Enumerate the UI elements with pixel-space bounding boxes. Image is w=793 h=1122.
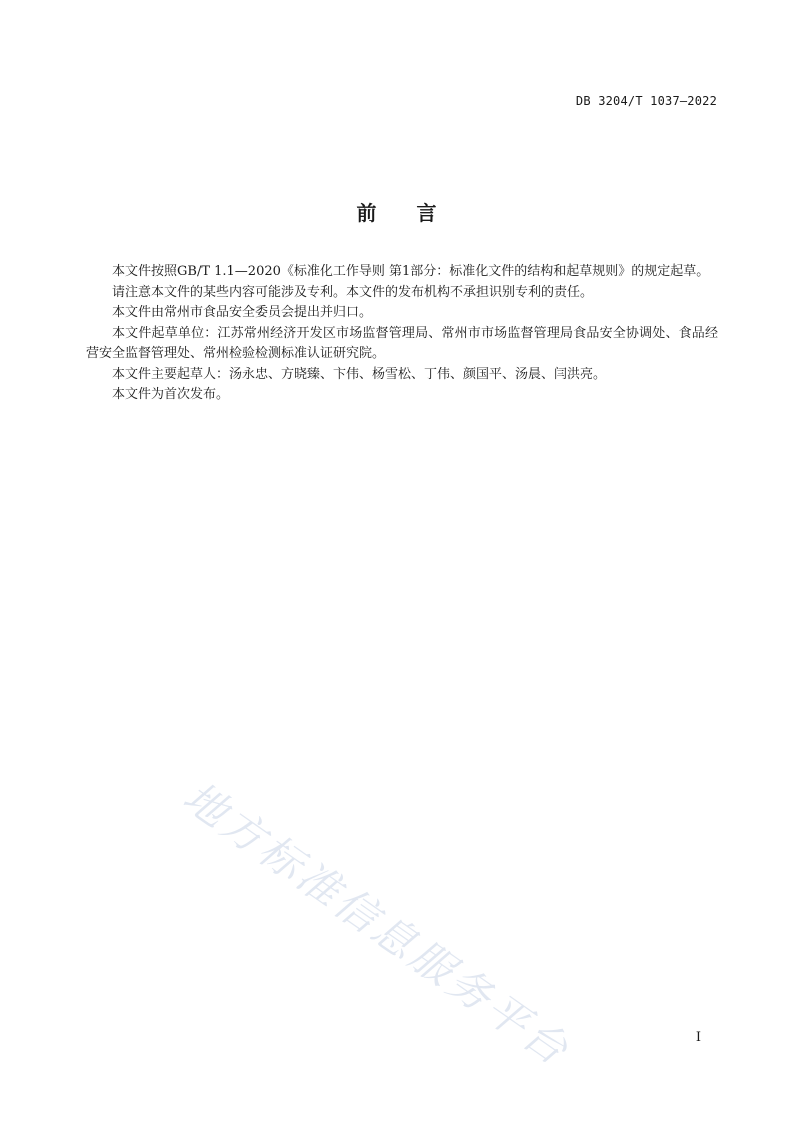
watermark: 地方标准信息服务平台 <box>174 771 580 1076</box>
document-code: DB 3204/T 1037—2022 <box>575 94 717 108</box>
title-char-2: 言 <box>416 201 437 225</box>
paragraph-first-release: 本文件为首次发布。 <box>112 387 230 402</box>
foreword-body <box>86 262 718 406</box>
paragraph-drafting-units: 本文件起草单位：江苏常州经济开发区市场监督管理局、常州市市场监督管理局食品安全协调处、食品经营安全监督管理处、常州检验检测标准认证研究院。 <box>86 325 718 361</box>
title-char-1: 前 <box>356 201 377 225</box>
page-number: I <box>695 1030 701 1045</box>
page-title <box>0 197 793 226</box>
paragraph-patent-notice: 请注意本文件的某些内容可能涉及专利。本文件的发布机构不承担识别专利的责任。 <box>112 284 594 300</box>
paragraph-main-drafters: 本文件主要起草人：汤永忠、方晓臻、卞伟、杨雪松、丁伟、颜国平、汤晨、闫洪亮。 <box>112 366 607 382</box>
paragraph-proposer: 本文件由常州市食品安全委员会提出并归口。 <box>112 305 373 320</box>
paragraph-drafting-basis: 本文件按照GB/T 1.1—2020《标准化工作导则 第1部分：标准化文件的结构和起草规则》的规定起草。 <box>112 264 710 279</box>
